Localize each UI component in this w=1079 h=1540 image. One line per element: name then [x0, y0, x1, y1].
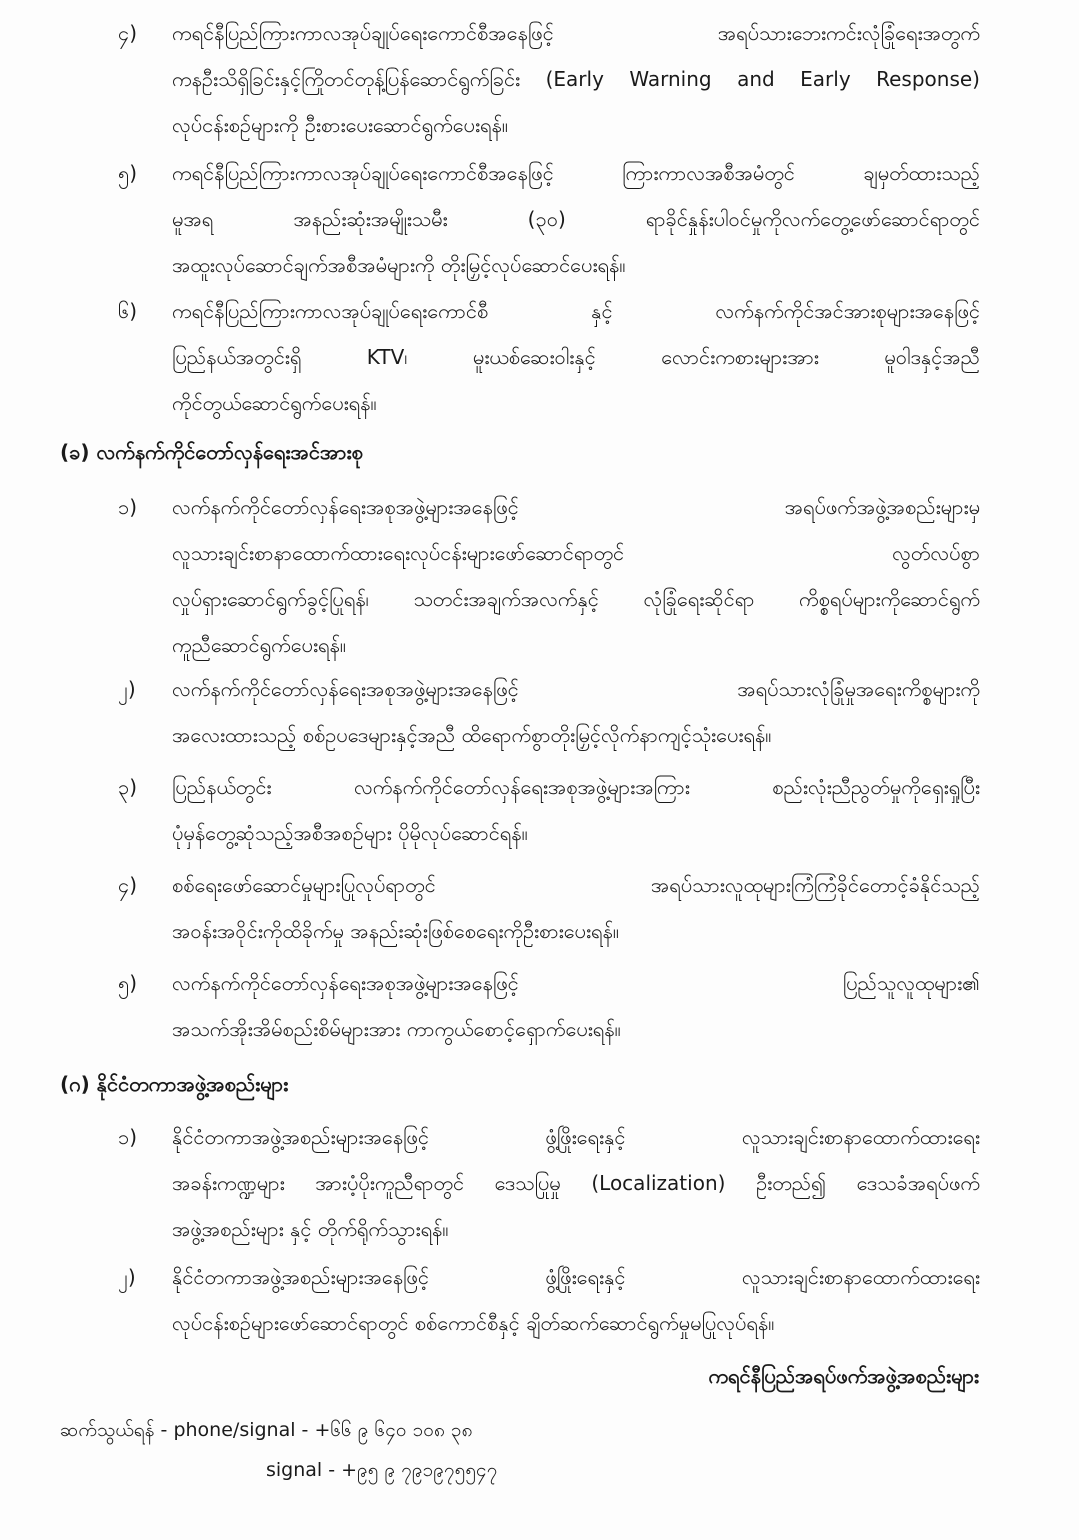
item-line: ကရင်နီပြည်ကြားကာလအုပ်ချုပ်ရေးကောင်စီအနေဖြင့် ကြားကာလအစီအမံတွင် ချမှတ်ထားသည့် [172, 161, 980, 185]
item-text [172, 288, 980, 426]
item-number: ၄) [118, 873, 138, 897]
item-text [172, 666, 980, 758]
item-line: လက်နက်ကိုင်တော်လှန်ရေးအစုအဖွဲ့များအနေဖြင့် ပြည်သူလူထုများ၏ [172, 971, 980, 995]
item-text [172, 484, 980, 668]
item-number: ၂) [118, 677, 136, 701]
item-line: စစ်ရေးဖော်ဆောင်မှုများပြုလုပ်ရာတွင် အရပ်သားလူထုများကြံကြံခိုင်တောင့်ခံနိုင်သည့် [172, 873, 980, 897]
item-line: လုပ်ငန်းစဉ်များကို ဦးစားပေးဆောင်ရွက်ပေးရန်။ [172, 113, 508, 137]
item-line: ပြည်နယ်တွင်း လက်နက်ကိုင်တော်လှန်ရေးအစုအဖွဲ့များအကြား စည်းလုံးညီညွတ်မှုကိုရှေးရှုပြီး [172, 775, 980, 799]
section-c-heading: (ဂ) နိုင်ငံတကာအဖွဲ့အစည်းများ [60, 1072, 289, 1096]
item-text [172, 1114, 980, 1252]
item-line: ကနဦးသိရှိခြင်းနှင့်ကြိုတင်တုန့်ပြန်ဆောင်ရွက်ခြင်း (Early Warning and Early Response) [172, 67, 980, 91]
item-line: လှုပ်ရှားဆောင်ရွက်ခွင့်ပြုရန်၊ သတင်းအချက်အလက်နှင့် လုံခြုံရေးဆိုင်ရာ ကိစ္စရပ်များကိုဆောင်ရွက် [172, 587, 980, 611]
item-number: ၁) [118, 495, 138, 519]
contact-phone: ဆက်သွယ်ရန် - phone/signal - +၆၆ ၉ ၆၄၀ ၁၀၈ ၃၈ [60, 1419, 473, 1441]
item-line: အလေးထားသည့် စစ်ဥပဒေများနှင့်အညီ ထိရောက်စွာတိုးမြှင့်လိုက်နာကျင့်သုံးပေးရန်။ [172, 723, 772, 747]
section-b-heading: (ခ) လက်နက်ကိုင်တော်လှန်ရေးအင်အားစု [60, 440, 363, 464]
item-line: ကရင်နီပြည်ကြားကာလအုပ်ချုပ်ရေးကောင်စီအနေဖြင့် အရပ်သားဘေးကင်းလုံခြုံရေးအတွက် [172, 21, 980, 45]
item-line: မူအရ အနည်းဆုံးအမျိုးသမီး (၃၀) ရာခိုင်နှုန်းပါဝင်မှုကိုလက်တွေ့ဖော်ဆောင်ရာတွင် [172, 207, 980, 231]
item-line: နိုင်ငံတကာအဖွဲ့အစည်းများအနေဖြင့် ဖွံ့ဖြိုးရေးနှင့် လူသားချင်းစာနာထောက်ထားရေး [172, 1125, 980, 1149]
item-line: ကူညီဆောင်ရွက်ပေးရန်။ [172, 633, 346, 657]
contact-signal: signal - +၉၅ ၉ ၇၉၁၉၇၅၅၄၇ [266, 1459, 498, 1481]
item-number: ၃) [118, 775, 138, 799]
item-text [172, 1254, 980, 1346]
item-line: လူသားချင်းစာနာထောက်ထားရေးလုပ်ငန်းများဖော်ဆောင်ရာတွင် လွတ်လပ်စွာ [172, 541, 980, 565]
item-line: အဖွဲ့အစည်းများ နှင့် တိုက်ရိုက်သွားရန်။ [172, 1217, 449, 1241]
item-text [172, 150, 980, 288]
item-line: အဝန်းအဝိုင်းကိုထိခိုက်မှု အနည်းဆုံးဖြစ်စေရေးကိုဦးစားပေးရန်။ [172, 919, 619, 943]
signature-organizations: ကရင်နီပြည်အရပ်ဖက်အဖွဲ့အစည်းများ [708, 1364, 979, 1388]
item-line: အထူးလုပ်ဆောင်ချက်အစီအမံများကို တိုးမြှင့်လုပ်ဆောင်ပေးရန်။ [172, 253, 626, 277]
item-line: လက်နက်ကိုင်တော်လှန်ရေးအစုအဖွဲ့များအနေဖြင့် အရပ်သားလုံခြုံမှုအရေးကိစ္စများကို [172, 677, 980, 701]
item-line: အခန်းကဏ္ဍများ အားပံ့ပိုးကူညီရာတွင် ဒေသပြုမှု (Localization) ဦးတည်၍ ဒေသခံအရပ်ဖက် [172, 1171, 980, 1195]
item-number: ၆) [118, 299, 138, 323]
item-text [172, 862, 980, 954]
item-line: ကရင်နီပြည်ကြားကာလအုပ်ချုပ်ရေးကောင်စီ နှင့် လက်နက်ကိုင်အင်အားစုများအနေဖြင့် [172, 299, 980, 323]
item-number: ၅) [118, 971, 138, 995]
item-number: ၂) [118, 1265, 136, 1289]
item-text [172, 764, 980, 856]
item-line: အသက်အိုးအိမ်စည်းစိမ်များအား ကာကွယ်စောင့်ရှောက်ပေးရန်။ [172, 1017, 621, 1041]
item-text [172, 10, 980, 148]
item-line: လုပ်ငန်းစဉ်များဖော်ဆောင်ရာတွင် စစ်ကောင်စီနှင့် ချိတ်ဆက်ဆောင်ရွက်မှုမပြုလုပ်ရန်။ [172, 1311, 775, 1335]
item-number: ၅) [118, 161, 138, 185]
item-number: ၄) [118, 21, 138, 45]
item-line: ပုံမှန်တွေ့ဆုံသည့်အစီအစဉ်များ ပိုမိုလုပ်ဆောင်ရန်။ [172, 821, 528, 845]
item-line: လက်နက်ကိုင်တော်လှန်ရေးအစုအဖွဲ့များအနေဖြင့် အရပ်ဖက်အဖွဲ့အစည်းများမှ [172, 495, 980, 519]
item-text [172, 960, 980, 1052]
item-line: ကိုင်တွယ်ဆောင်ရွက်ပေးရန်။ [172, 391, 377, 415]
item-number: ၁) [118, 1125, 138, 1149]
item-line: နိုင်ငံတကာအဖွဲ့အစည်းများအနေဖြင့် ဖွံ့ဖြိုးရေးနှင့် လူသားချင်းစာနာထောက်ထားရေး [172, 1265, 980, 1289]
item-line: ပြည်နယ်အတွင်းရှိ KTV၊ မူးယစ်ဆေးဝါးနှင့် လောင်းကစားများအား မူဝါဒနှင့်အညီ [172, 345, 980, 369]
